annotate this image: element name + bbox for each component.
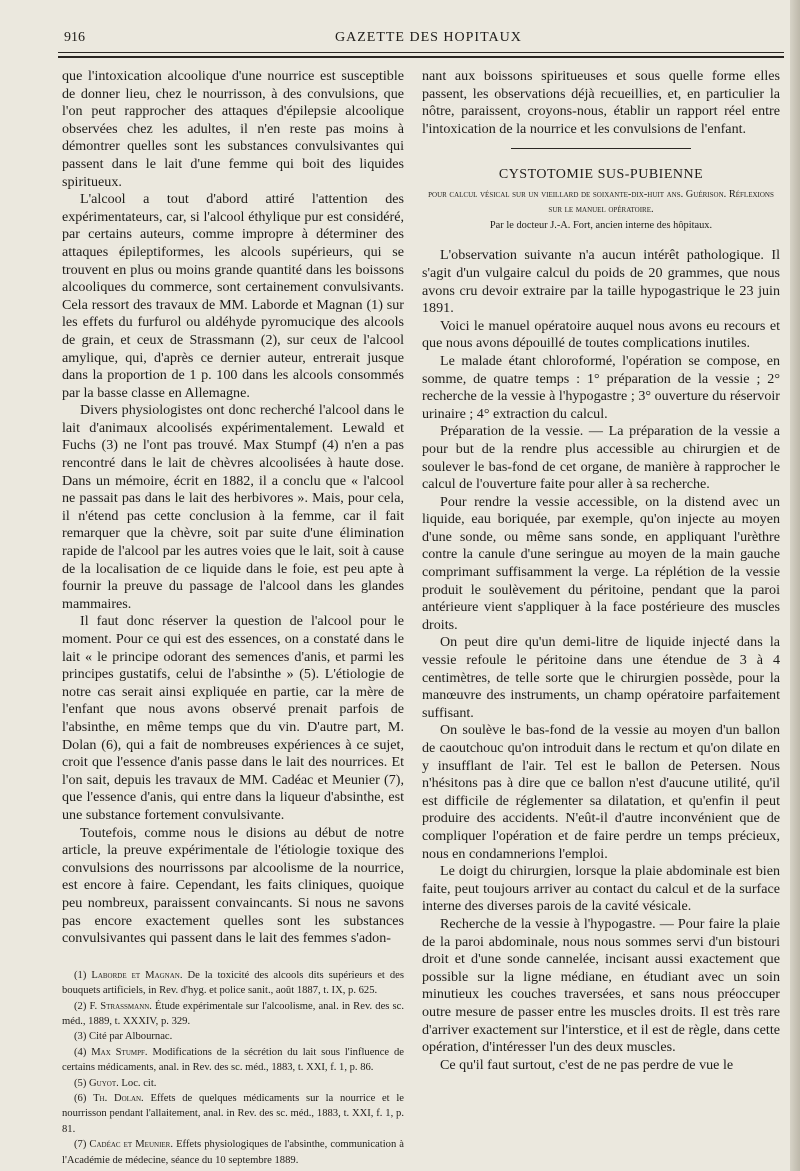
header-rule-thick	[58, 56, 784, 58]
footnote-text: De la toxicité des alcools dits supérieurs et des bouquets artificiels, in Rev. d'hyg. et police sanit., août 1887, t. IX, p. 625.	[62, 969, 404, 997]
footnote-text: Modifications de la sécrétion du lait sous l'influence de certains médicaments, anal. in Rev. des sc. méd., 1883, t. XXI, f. 1, p. 86.	[62, 1046, 405, 1074]
footnote-text: Étude expérimentale sur l'alcoolisme, anal. in Rev. des sc. méd., 1889, t. XXXIV, p. 329.	[62, 1000, 404, 1027]
footnote-text: Effets physiologiques de l'absinthe, communication à l'Académie de médecine, séance du 10 septembre 1889.	[62, 1139, 404, 1166]
footnote-number: (4)	[74, 1046, 87, 1058]
paragraph: Le doigt du chirurgien, lorsque la plaie abdominale est bien faite, peut toujours arriver au contact du calcul et de la surface interne des diverses parois de la cavité vésicale.	[422, 863, 780, 915]
running-title: GAZETTE DES HOPITAUX	[335, 30, 522, 45]
footnote-number: (6)	[74, 1092, 87, 1104]
paragraph: Le malade étant chloroformé, l'opération se compose, en somme, de quatre temps : 1° préparation de la vessie ; 2° recherche de la vessie à l'hypogastre ; 3° ouverture du réservoir urinaire ; 4° extraction du calcul.	[422, 352, 780, 422]
footnote-author: Th. Dolan.	[93, 1092, 144, 1104]
paragraph: Voici le manuel opératoire auquel nous avons eu recours et que nous avons dépouillé de toutes complications inutiles.	[422, 317, 780, 352]
footnote	[62, 1029, 404, 1044]
footnote-number: (3)	[74, 1031, 87, 1043]
paragraph: L'alcool a tout d'abord attiré l'attention des expérimentateurs, car, si l'alcool éthylique pur est considéré, par certains auteurs, comme impropre à déterminer des attaques épileptiformes, les alcools supérieurs, qui se trouvent en plus ou moins grande quantité dans les boissons alcooliques du commerce, sont certainement convulsivants. Cela ressort des travaux de MM. Laborde et Magnan (1) sur les effets du furfurol ou aldéhyde pyromucique des alcools de grain, et ceux de Strassmann (2), sur ceux de l'alcool amylique, qui, d'après ce dernier auteur, entrerait jusque dans la proportion de 1 p. 100 dans les alcools consommés par la basse classe en Allemagne.	[62, 191, 404, 401]
paragraph: On soulève le bas-fond de la vessie au moyen d'un ballon de caoutchouc qu'on introduit dans le rectum et qu'on dilate en y insufflant de l'air. Tel est le ballon de Petersen. Nous n'hésitons pas à dire que ce ballon n'est d'aucune utilité, qu'il est difficile de réglementer sa dilatation, et qu'enfin il peut produire des accidents. N'eût-il d'autre inconvénient que de compliquer l'opération et de faire perdre un temps précieux, nous en condamnerions l'emploi.	[422, 722, 780, 862]
paragraph: Pour rendre la vessie accessible, on la distend avec un liquide, eau boriquée, par exemple, qu'on injecte au moyen d'une sonde, ou même sans sonde, en appliquant l'urèthre contre la canule d'une seringue au moyen de la main gauche comprimant suffisamment la verge. La réplétion de la vessie produit le soulèvement du péritoine, pendant que la paroi antérieure vient s'appliquer à la face postérieure des muscles droits.	[422, 493, 780, 633]
footnote-number: (2)	[74, 1000, 87, 1012]
paragraph: nant aux boissons spiritueuses et sous quelle forme elles passent, les observations déjà recueillies, et, en particulier la nôtre, paraissent, croyons-nous, établir un rapport réel entre l'intoxication de la nourrice et les convulsions de l'enfant.	[422, 68, 780, 137]
article-separator	[511, 148, 691, 149]
left-column	[62, 68, 404, 1168]
footnote-text: Cité par Albournac.	[89, 1031, 173, 1043]
footnote-text: Effets de quelques médicaments sur la nourrice et le nourrisson pendant l'allaitement, anal. in Rev. des sc. méd., 1883, t. XXI, f. 1, p. 81.	[62, 1092, 404, 1135]
paragraph: que l'intoxication alcoolique d'une nourrice est susceptible de donner lieu, chez le nourrisson, à des convulsions, que l'on peut rapprocher des attaques d'épilepsie alcoolique observées chez les adultes, il n'en reste pas moins à démontrer quelles sont les substances convulsivantes qui passent dans le lait d'une femme qui boit des liquides spiritueux.	[62, 68, 404, 190]
article-byline: Par le docteur J.-A. Fort, ancien interne des hôpitaux.	[489, 220, 713, 232]
right-column	[422, 68, 780, 1074]
footnote	[62, 1076, 404, 1091]
paragraph: Il faut donc réserver la question de l'alcool pour le moment. Pour ce qui est des essences, on a constaté dans le lait « le principe odorant des semences d'anis, et parmi les principes gustatifs, celui de l'absinthe » (5). L'étiologie de notre cas serait ainsi expliquée en partie, car la mère de l'enfant que nous avons observé prenait parfois de l'absinthe, en même temps que du vin. D'autre part, M. Dolan (6), qui a fait de nombreuses expériences à ce sujet, croit que l'essence d'anis passe dans le lait des nourrices. Et l'on sait, depuis les travaux de MM. Cadéac et Meunier (7), que l'essence d'anis, qui entre dans la liqueur d'absinthe, est une substance fortement convulsivante.	[62, 613, 404, 823]
footnote-author: Max Stumpf.	[91, 1046, 148, 1058]
paragraph: L'observation suivante n'a aucun intérêt pathologique. Il s'agit d'un vulgaire calcul du poids de 20 grammes, que nous avons cru devoir extraire par la taille hypogastrique le 23 juin 1891.	[422, 247, 780, 317]
footnote-number: (7)	[74, 1139, 87, 1151]
footnote-number: (5)	[74, 1077, 87, 1089]
paragraph: Préparation de la vessie. — La préparation de la vessie a pour but de la rendre plus accessible au chirurgien et de soulever le bas-fond de cet organe, de manière à rapprocher le calcul de l'ouverture faite pour aller à sa recherche.	[422, 423, 780, 493]
paragraph: Recherche de la vessie à l'hypogastre. — Pour faire la plaie de la paroi abdominale, nous nous sommes servi d'un bistouri droit et d'une sonde cannelée, incisant aussi exactement que possible sur la ligne médiane, en étudiant avec un soin minutieux les couches traversées, et sans nous préoccuper outre mesure de passer entre les muscles droits. Il est très rare d'arriver exactement sur l'interstice, et il est de règle, dans cette opération, d'intéresser l'un des deux muscles.	[422, 915, 780, 1056]
footnote	[62, 999, 404, 1030]
footnote-text: Loc. cit.	[121, 1077, 157, 1089]
paragraph: Divers physiologistes ont donc recherché l'alcool dans le lait d'animaux alcoolisés expérimentalement. Lewald et Fuchs (3) ne l'ont pas trouvé. Max Stumpf (4) n'en a pas rencontré dans le lait de chèvres alcoolisées à haute dose. Dans un mémoire, écrit en 1882, il a conclu que « l'alcool ne passait pas dans le lait des herbivores ». Mais, pour cela, il n'étend pas cette conclusion à la femme, car il fait remarquer que la chèvre, soit par suite d'une élimination rapide de l'alcool par les autres voies que le lait, soit à cause de la localisation de ce liquide dans le foie, est peu apte à fournir la preuve du passage de l'alcool dans les glandes mammaires.	[62, 402, 404, 612]
footnote-author: F. Strassmann.	[89, 1000, 152, 1012]
footnotes	[62, 968, 404, 1168]
header-rule-thin	[58, 52, 784, 53]
article-subtitle: pour calcul vésical sur un vieillard de soixante-dix-huit ans. Guérison. Réflexions sur le manuel opératoire.	[428, 189, 774, 216]
paragraph: Toutefois, comme nous le disions au début de notre article, la preuve expérimentale de l'étiologie toxique des convulsions des nourrissons par alcoolisme de la nourrice, est encore à faire. Cependant, les faits cliniques, quoique peu nombreux, paraissent convaincants. Si nous ne savons pas encore exactement quelles sont les substances convulsivantes qui passent dans le lait des femmes s'adon-	[62, 824, 404, 947]
page-number: 916	[64, 30, 85, 45]
footnote-author: Laborde et Magnan.	[91, 969, 183, 981]
footnote-author: Cadéac et Meunier.	[89, 1139, 173, 1151]
footnote-number: (1)	[74, 969, 87, 981]
paragraph: Ce qu'il faut surtout, c'est de ne pas perdre de vue le	[440, 1056, 734, 1073]
footnote	[62, 968, 404, 999]
paragraph: On peut dire qu'un demi-litre de liquide injecté dans la vessie refoule le péritoine dans une étendue de 3 à 4 centimètres, de telle sorte que le chirurgien possède, pour la manœuvre des instruments, un champ opératoire parfaitement suffisant.	[422, 634, 780, 721]
footnote	[62, 1137, 404, 1168]
footnote-author: Guyot.	[89, 1077, 119, 1089]
footnote	[62, 1045, 404, 1076]
page-edge-shadow	[790, 0, 800, 1171]
footnote	[62, 1091, 404, 1137]
article-title: CYSTOTOMIE SUS-PUBIENNE	[498, 167, 704, 183]
